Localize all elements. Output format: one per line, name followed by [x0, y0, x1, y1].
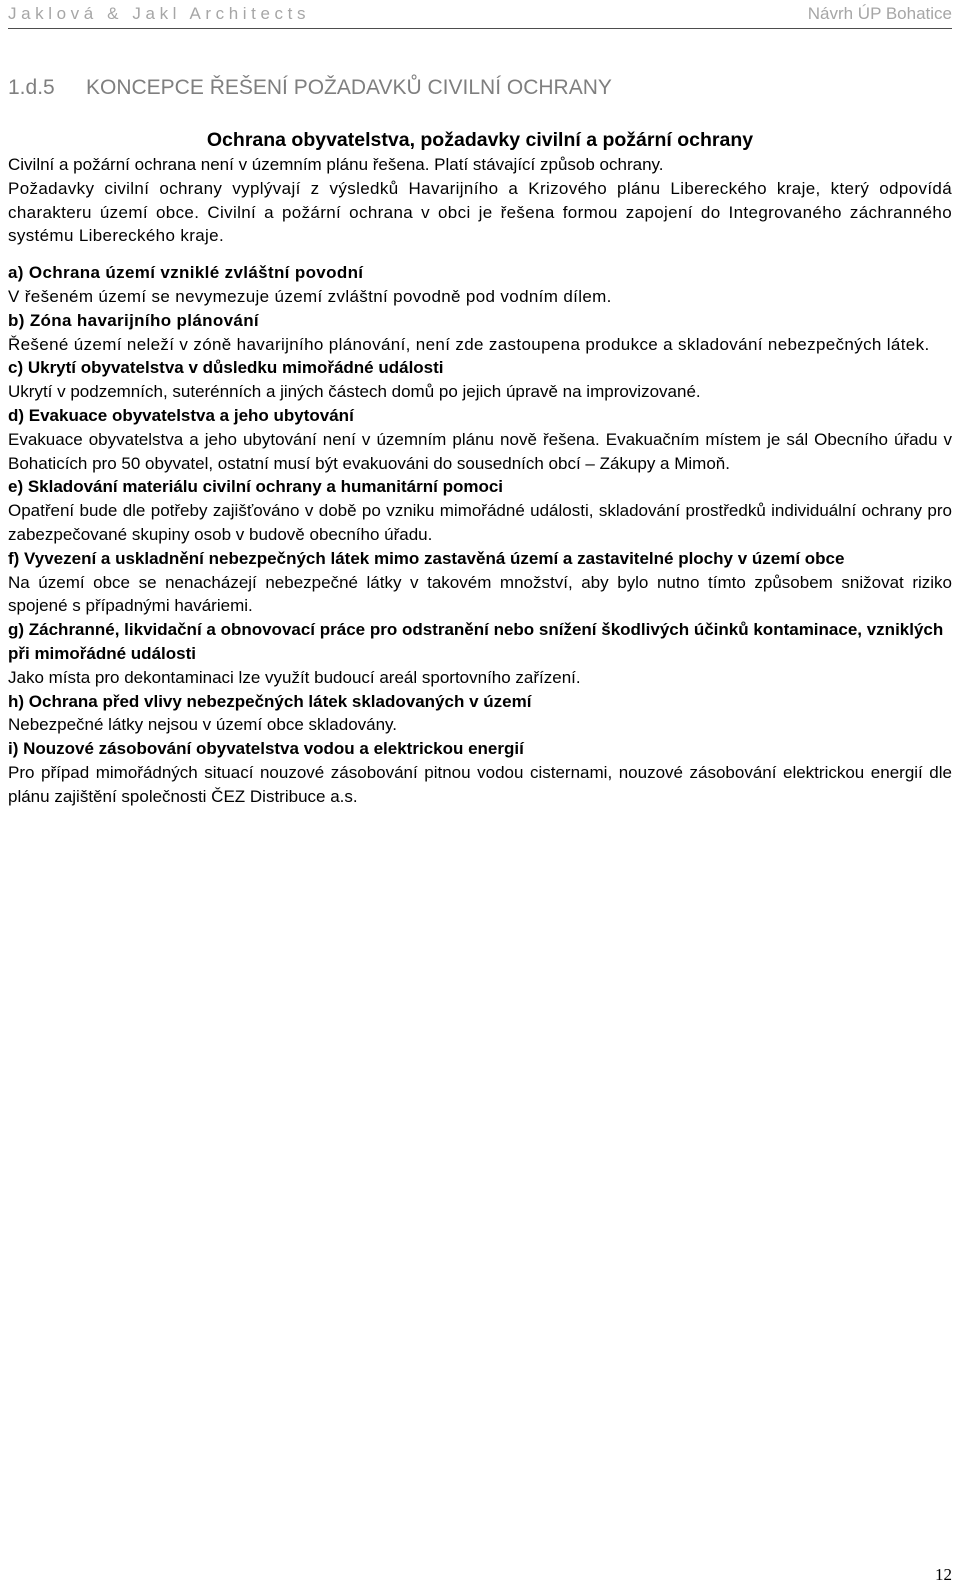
section-body-b: Řešené území neleží v zóně havarijního plánování, není zde zastoupena produkce a skladování nebezpečných látek.	[8, 334, 930, 354]
section-heading-d: d) Evakuace obyvatelstva a jeho ubytování	[8, 405, 354, 425]
intro-paragraph-2: Požadavky civilní ochrany vyplývají z výsledků Havarijního a Krizového plánu Libereckého kraje, který odpovídá charakteru území obce. Civilní a požární ochrana v obci je řešena formou zapojení do Integrovaného záchranného systému Libereckého kraje.	[8, 178, 952, 246]
section-body-g: Jako místa pro dekontaminaci lze využít budoucí areál sportovního zařízení.	[8, 667, 581, 687]
header-company: Jaklová & Jakl Architects	[8, 4, 311, 23]
section-heading-a: a) Ochrana území vzniklé zvláštní povodní	[8, 263, 364, 283]
section-body-e: Opatření bude dle potřeby zajišťováno v době po vzniku mimořádné události, skladování prostředků individuální ochrany pro zabezpečované skupiny osob v budově obecního úřadu.	[8, 501, 952, 544]
section-heading-f: f) Vyvezení a uskladnění nebezpečných látek mimo zastavěná území a zastavitelné plochy v území obce	[8, 548, 845, 568]
section-body-c: Ukrytí v podzemních, suterénních a jiných částech domů po jejich úpravě na improvizované.	[8, 382, 701, 402]
section-heading-g: g) Záchranné, likvidační a obnovovací práce pro odstranění nebo snížení škodlivých účinků kontaminace, vzniklých při mimořádné události	[8, 620, 944, 663]
chapter-number: 1.d.5	[8, 76, 55, 99]
header-document-title: Návrh ÚP Bohatice	[807, 4, 952, 23]
section-heading-b: b) Zóna havarijního plánování	[8, 310, 260, 330]
section-heading-e: e) Skladování materiálu civilní ochrany a humanitární pomoci	[8, 477, 504, 497]
intro-paragraph-1: Civilní a požární ochrana není v územním plánu řešena. Platí stávající způsob ochrany.	[8, 155, 664, 174]
section-body-d: Evakuace obyvatelstva a jeho ubytování není v územním plánu nově řešena. Evakuačním místem je sál Obecního úřadu v Bohaticích pro 50 obyvatel, ostatní musí být evakuováni do sousedních obcí – Zákupy a Mimoň.	[8, 429, 952, 473]
spacer	[8, 248, 952, 261]
section-heading-h: h) Ochrana před vlivy nebezpečných látek skladovaných v území	[8, 691, 532, 711]
section-heading-i: i) Nouzové zásobování obyvatelstva vodou a elektrickou energií	[8, 739, 524, 759]
page-number: 12	[935, 1565, 952, 1584]
section-body-i: Pro případ mimořádných situací nouzové zásobování pitnou vodou cisternami, nouzové zásobování elektrickou energií dle plánu zajištění společnosti ČEZ Distribuce a.s.	[8, 762, 952, 806]
document-body	[8, 128, 952, 809]
chapter-title: KONCEPCE ŘEŠENÍ POŽADAVKŮ CIVILNÍ OCHRANY	[86, 76, 612, 99]
section-subtitle: Ochrana obyvatelstva, požadavky civilní a požární ochrany	[206, 129, 754, 151]
chapter-heading	[8, 76, 612, 100]
page-header	[8, 4, 952, 29]
section-body-h: Nebezpečné látky nejsou v území obce skladovány.	[8, 715, 398, 735]
section-body-f: Na území obce se nenacházejí nebezpečné látky v takovém množství, aby bylo nutno tímto způsobem snižovat riziko spojené s případnými haváriemi.	[8, 572, 952, 616]
section-heading-c: c) Ukrytí obyvatelstva v důsledku mimořádné události	[8, 358, 444, 378]
section-body-a: V řešeném území se nevymezuje území zvláštní povodně pod vodním dílem.	[8, 286, 612, 306]
